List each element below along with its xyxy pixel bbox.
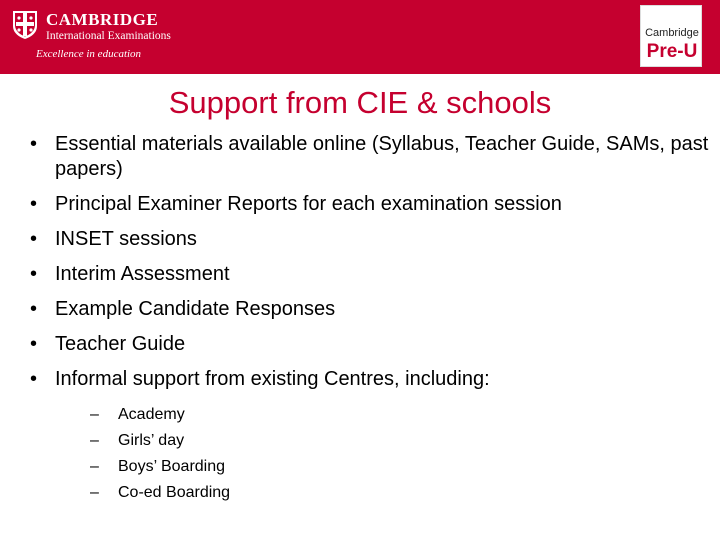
sub-bullet-item: – Girls’ day — [90, 428, 490, 454]
bullet-item: • Essential materials available online (Syllabus, Teacher Guide, SAMs, past papers) — [30, 132, 710, 182]
bullet-list — [30, 132, 710, 402]
brand-name: CAMBRIDGE — [46, 10, 159, 29]
pre-u-badge — [640, 5, 702, 67]
bullet-item: • INSET sessions — [30, 227, 710, 252]
sub-bullet-item: – Co-ed Boarding — [90, 480, 490, 506]
header-bar — [0, 0, 720, 74]
badge-bottom-text: Pre-U — [646, 41, 698, 62]
badge-top-text: Cambridge — [645, 27, 699, 39]
slide-title: Support from CIE & schools — [168, 85, 552, 120]
brand-tagline: Excellence in education — [36, 48, 142, 60]
bullet-item: • Teacher Guide — [30, 332, 710, 357]
bullet-item: • Example Candidate Responses — [30, 297, 710, 322]
bullet-item: • Interim Assessment — [30, 262, 710, 287]
brand-subtitle: International Examinations — [46, 30, 171, 42]
bullet-item: • Informal support from existing Centres, including: — [30, 367, 710, 392]
university-crest-icon — [12, 10, 38, 40]
sub-bullet-list — [90, 402, 490, 506]
sub-bullet-item: – Boys’ Boarding — [90, 454, 490, 480]
bullet-item: • Principal Examiner Reports for each examination session — [30, 192, 710, 217]
sub-bullet-item: – Academy — [90, 402, 490, 428]
